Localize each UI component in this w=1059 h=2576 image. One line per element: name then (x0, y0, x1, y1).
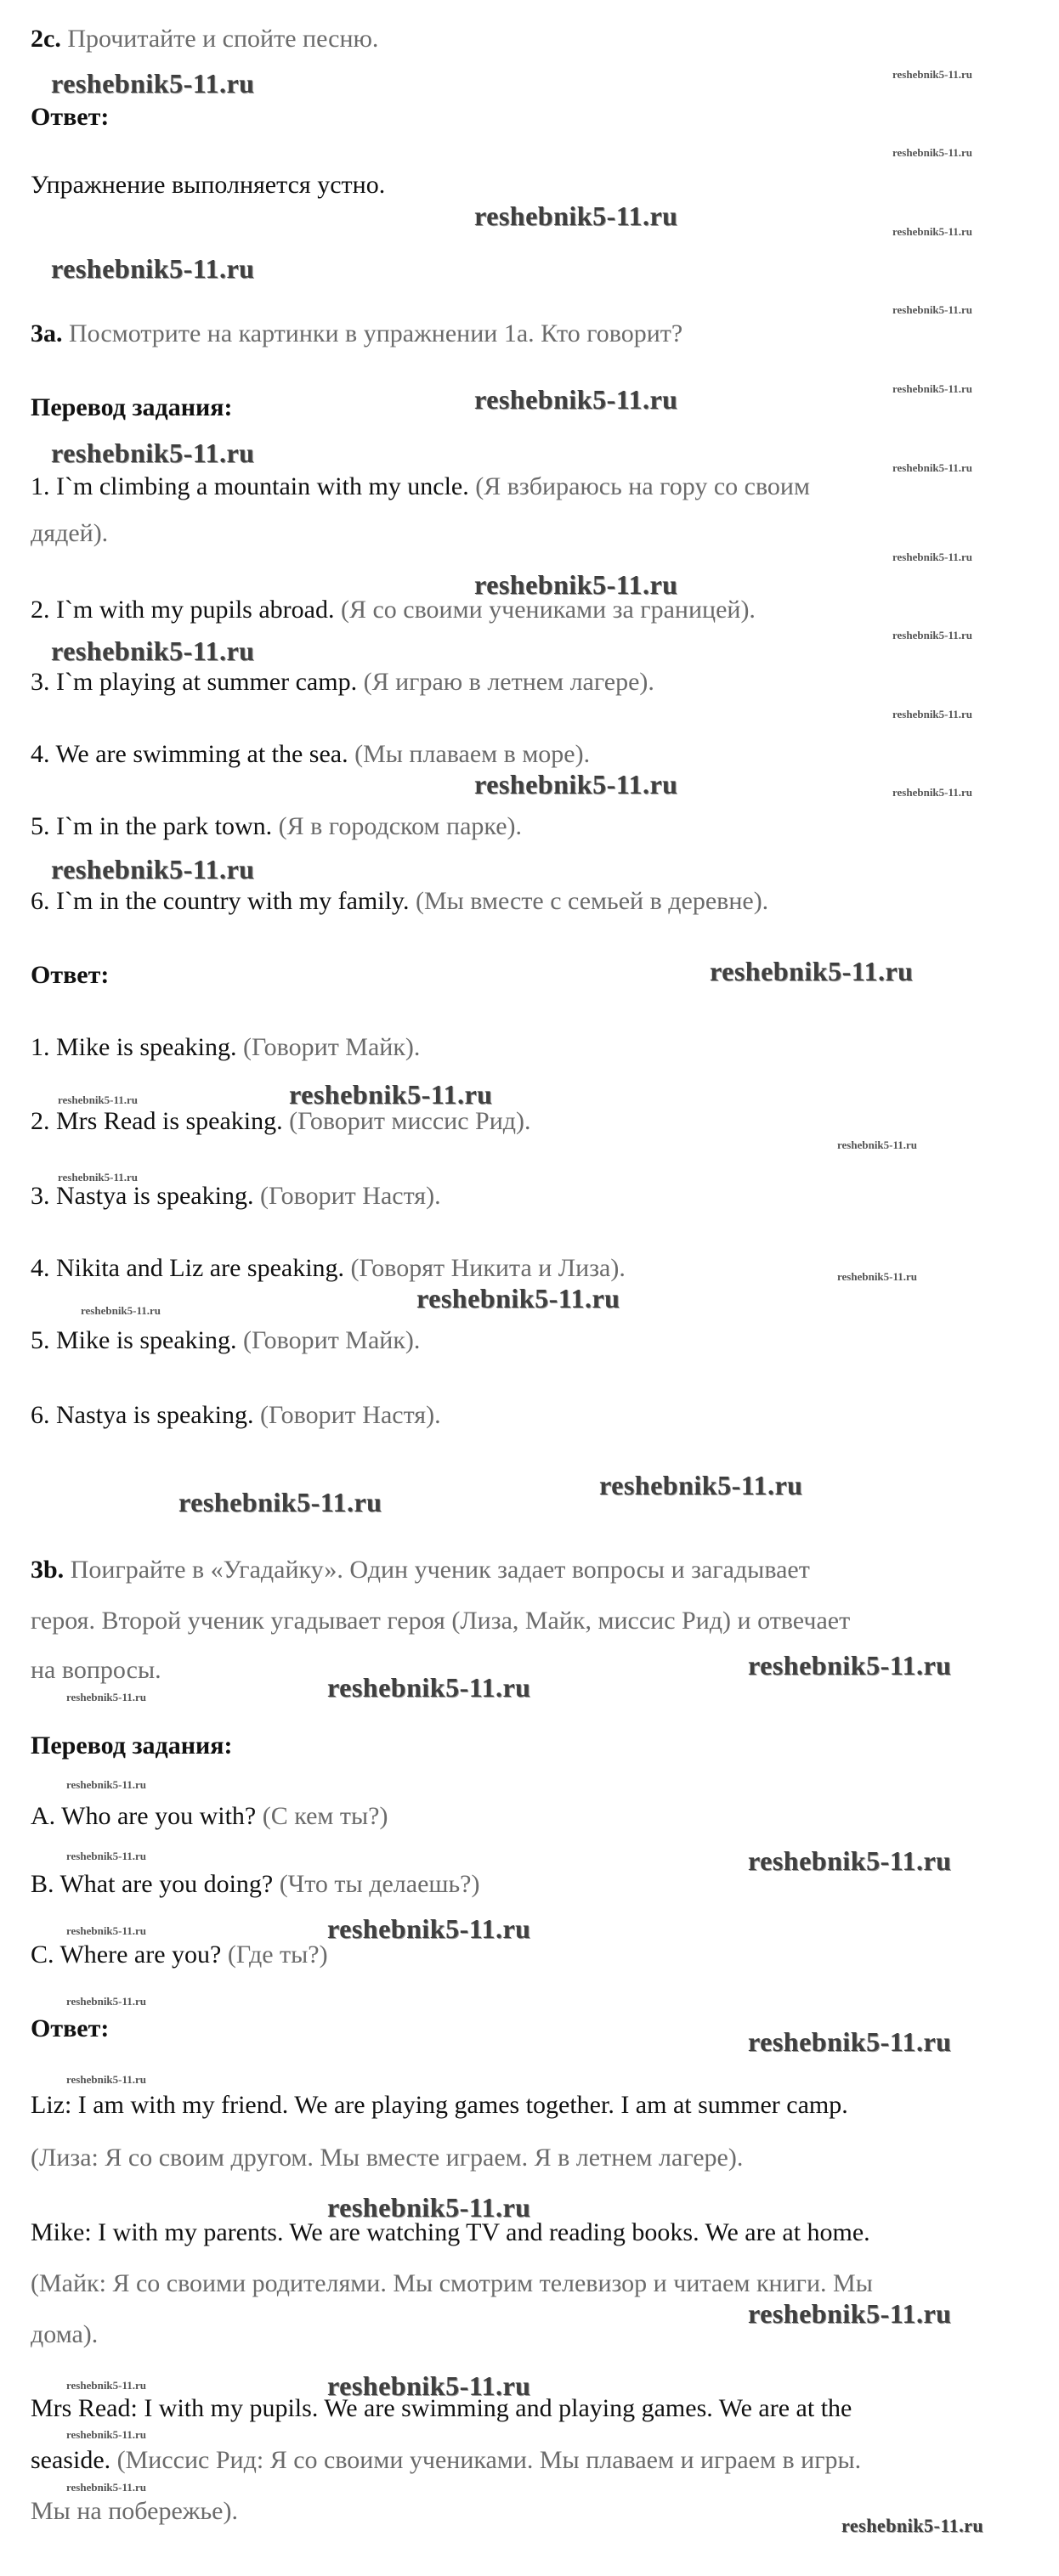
question-item (31, 1940, 328, 1970)
watermark: reshebnik5-11.ru (748, 2298, 952, 2329)
item-english: I`m in the country with my family. (56, 887, 410, 915)
item-russian: (Говорит миссис Рид). (289, 1107, 531, 1135)
watermark: reshebnik5-11.ru (66, 2428, 147, 2441)
item-letter: A. (31, 1802, 56, 1830)
list-item (31, 886, 768, 917)
watermark: reshebnik5-11.ru (327, 2192, 531, 2223)
item-russian: (Мы вместе с семьей в деревне). (415, 887, 769, 915)
item-english: We are swimming at the sea. (55, 740, 348, 768)
answer-label: Ответ: (31, 2014, 110, 2042)
item-english: I`m climbing a mountain with my uncle. (56, 472, 469, 500)
watermark: reshebnik5-11.ru (474, 569, 678, 600)
dialogue-mike-russian: (Майк: Я со своими родителями. Мы смотрим телевизор и читаем книги. Мы (31, 2269, 873, 2297)
watermark: reshebnik5-11.ru (66, 1778, 147, 1791)
list-item (31, 739, 590, 770)
watermark: reshebnik5-11.ru (710, 956, 914, 986)
item-number: 3. (31, 1182, 50, 1210)
item-number: 4. (31, 740, 50, 768)
item-english: I`m with my pupils abroad. (56, 596, 335, 624)
watermark: reshebnik5-11.ru (51, 438, 255, 468)
watermark: reshebnik5-11.ru (892, 225, 973, 238)
watermark: reshebnik5-11.ru (81, 1304, 161, 1317)
answer-text: Упражнение выполняется устно. (31, 171, 386, 199)
item-russian: (Я со своими учениками за границей). (340, 596, 756, 624)
watermark: reshebnik5-11.ru (66, 2379, 147, 2392)
answer-item (31, 1106, 531, 1137)
item-english: Who are you with? (61, 1802, 257, 1830)
item-russian: (С кем ты?) (262, 1802, 388, 1830)
watermark: reshebnik5-11.ru (892, 629, 973, 641)
dialogue-liz-russian: (Лиза: Я со своим другом. Мы вместе играем. Я в летнем лагере). (31, 2144, 744, 2172)
answer-label: Ответ: (31, 103, 110, 131)
answer-item (31, 1032, 420, 1063)
translation-label: Перевод задания: (31, 393, 233, 421)
task-number: 2c. (31, 25, 61, 53)
item-number: 2. (31, 596, 50, 624)
watermark: reshebnik5-11.ru (51, 68, 255, 99)
watermark: reshebnik5-11.ru (892, 708, 973, 720)
watermark: reshebnik5-11.ru (66, 1924, 147, 1937)
watermark: reshebnik5-11.ru (51, 854, 255, 884)
watermark: reshebnik5-11.ru (58, 1171, 139, 1183)
item-russian: (Говорит Настя). (259, 1182, 441, 1210)
watermark: reshebnik5-11.ru (51, 253, 255, 284)
item-number: 1. (31, 472, 50, 500)
item-russian: (Говорит Майк). (242, 1033, 421, 1061)
question-item (31, 1869, 479, 1900)
dialogue-mike-english: Mike: I with my parents. We are watching TV and reading books. We are at home. (31, 2218, 870, 2246)
watermark: reshebnik5-11.ru (178, 1487, 382, 1517)
task-text: Посмотрите на картинки в упражнении 1a. Кто говорит? (69, 319, 683, 347)
watermark: reshebnik5-11.ru (599, 1470, 803, 1500)
watermark: reshebnik5-11.ru (474, 384, 678, 415)
item-number: 6. (31, 1401, 50, 1429)
answer-item (31, 1253, 626, 1284)
watermark: reshebnik5-11.ru (837, 1270, 918, 1283)
watermark: reshebnik5-11.ru (892, 382, 973, 395)
watermark: reshebnik5-11.ru (327, 1913, 531, 1944)
task-number: 3a. (31, 319, 63, 347)
dialogue-read-russian-continued: Мы на побережье). (31, 2497, 238, 2525)
list-item (31, 667, 654, 698)
item-english: Nastya is speaking. (56, 1182, 254, 1210)
task-3b (31, 1555, 810, 1585)
watermark: reshebnik5-11.ru (748, 2026, 952, 2057)
item-english: Mrs Read is speaking. (56, 1107, 283, 1135)
watermark: reshebnik5-11.ru (474, 769, 678, 799)
item-russian-continued: дядей). (31, 519, 109, 547)
dialogue-mike-russian-continued: дома). (31, 2320, 99, 2348)
task-3a (31, 319, 682, 349)
item-russian: (Где ты?) (227, 1940, 328, 1969)
watermark: reshebnik5-11.ru (892, 68, 973, 81)
dialogue-liz-english: Liz: I am with my friend. We are playing games together. I am at summer camp. (31, 2091, 848, 2119)
task-2c (31, 24, 378, 54)
item-english: Nikita and Liz are speaking. (56, 1254, 345, 1282)
watermark: reshebnik5-11.ru (289, 1079, 493, 1110)
watermark: reshebnik5-11.ru (892, 461, 973, 474)
dialogue-read-english-end: seaside. (31, 2446, 111, 2474)
list-item (31, 472, 810, 502)
task-number: 3b. (31, 1556, 65, 1584)
watermark: reshebnik5-11.ru (327, 1672, 531, 1703)
item-letter: C. (31, 1940, 54, 1969)
watermark: reshebnik5-11.ru (416, 1283, 620, 1313)
dialogue-read-english: Mrs Read: I with my pupils. We are swimming and playing games. We are at the (31, 2394, 852, 2422)
item-number: 4. (31, 1254, 50, 1282)
watermark: reshebnik5-11.ru (474, 201, 678, 231)
answer-item (31, 1325, 420, 1356)
watermark: reshebnik5-11.ru (66, 1850, 147, 1862)
watermark: reshebnik5-11.ru (66, 1995, 147, 2008)
task-text-line3: на вопросы. (31, 1656, 161, 1684)
watermark: reshebnik5-11.ru (892, 786, 973, 799)
item-letter: B. (31, 1870, 54, 1898)
item-number: 1. (31, 1033, 50, 1061)
watermark: reshebnik5-11.ru (66, 2073, 147, 2086)
item-number: 2. (31, 1107, 50, 1135)
dialogue-read-continued (31, 2445, 861, 2476)
answer-item (31, 1400, 441, 1431)
watermark: reshebnik5-11.ru (837, 1138, 918, 1151)
item-russian: (Мы плаваем в море). (354, 740, 591, 768)
watermark: reshebnik5-11.ru (51, 636, 255, 666)
item-english: Where are you? (59, 1940, 222, 1969)
watermark: reshebnik5-11.ru (748, 1845, 952, 1876)
item-russian: (Я взбираюсь на гору со своим (475, 472, 810, 500)
watermark: reshebnik5-11.ru (892, 551, 973, 563)
watermark: reshebnik5-11.ru (327, 2370, 531, 2401)
item-russian: (Я в городском парке). (278, 812, 523, 840)
translation-label: Перевод задания: (31, 1731, 233, 1760)
watermark: reshebnik5-11.ru (892, 303, 973, 316)
answer-item (31, 1181, 441, 1212)
item-english: What are you doing? (59, 1870, 274, 1898)
item-russian: (Что ты делаешь?) (279, 1870, 480, 1898)
answer-label: Ответ: (31, 961, 110, 989)
item-number: 3. (31, 668, 50, 696)
item-russian: (Говорит Майк). (242, 1326, 421, 1354)
item-english: I`m in the park town. (56, 812, 273, 840)
item-english: I`m playing at summer camp. (56, 668, 358, 696)
item-number: 5. (31, 1326, 50, 1354)
task-text: Поиграйте в «Угадайку». Один ученик задает вопросы и загадывает (70, 1556, 810, 1584)
watermark: reshebnik5-11.ru (58, 1093, 139, 1106)
question-item (31, 1801, 388, 1832)
item-number: 5. (31, 812, 50, 840)
task-text-line2: героя. Второй ученик угадывает героя (Лиза, Майк, миссис Рид) и отвечает (31, 1607, 851, 1635)
watermark: reshebnik5-11.ru (748, 1650, 952, 1681)
list-item (31, 811, 522, 842)
item-russian: (Говорят Никита и Лиза). (350, 1254, 626, 1282)
item-english: Mike is speaking. (56, 1326, 237, 1354)
watermark: reshebnik5-11.ru (841, 2515, 984, 2536)
item-number: 6. (31, 887, 50, 915)
watermark: reshebnik5-11.ru (66, 1691, 147, 1703)
item-english: Mike is speaking. (56, 1033, 237, 1061)
watermark: reshebnik5-11.ru (892, 146, 973, 159)
task-text: Прочитайте и спойте песню. (67, 25, 379, 53)
watermark: reshebnik5-11.ru (66, 2481, 147, 2494)
item-russian: (Говорит Настя). (259, 1401, 441, 1429)
dialogue-read-russian: (Миссис Рид: Я со своими учениками. Мы плаваем и играем в игры. (116, 2446, 862, 2474)
item-russian: (Я играю в летнем лагере). (363, 668, 654, 696)
item-english: Nastya is speaking. (56, 1401, 254, 1429)
